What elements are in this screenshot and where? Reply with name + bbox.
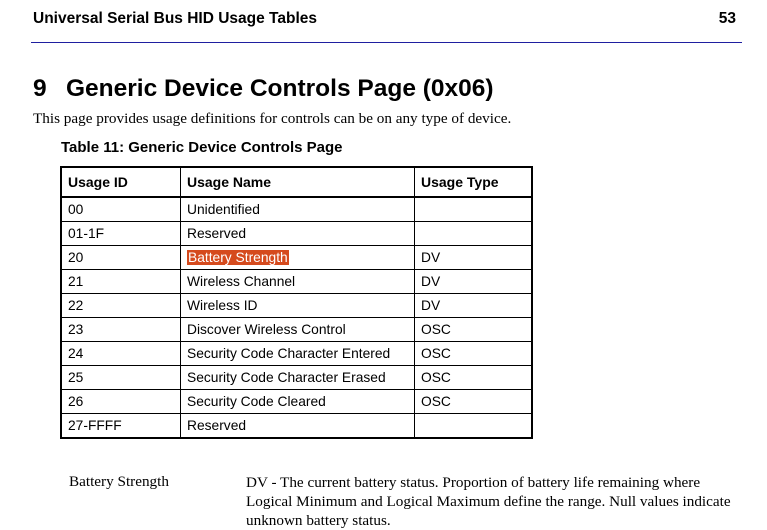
section-number: 9 (33, 75, 47, 102)
usage-name-cell (181, 246, 415, 270)
usage-type-cell (415, 414, 533, 439)
table-row (61, 294, 532, 318)
usage-name-cell: Wireless ID (181, 294, 415, 318)
table-row (61, 414, 532, 439)
document-title: Universal Serial Bus HID Usage Tables (33, 10, 317, 27)
description-text: DV - The current battery status. Proportion of battery life remaining where Logical Minimum and Logical Maximum define the range. Null values indicate unknown battery status. (246, 474, 731, 529)
section-heading (33, 75, 494, 103)
header-divider (31, 42, 742, 43)
table-row (61, 342, 532, 366)
usage-id-cell: 22 (61, 294, 181, 318)
usage-type-cell: OSC (415, 366, 533, 390)
usage-id-cell: 27-FFFF (61, 414, 181, 439)
usage-name-cell: Wireless Channel (181, 270, 415, 294)
usage-id-cell: 21 (61, 270, 181, 294)
table-row (61, 270, 532, 294)
usage-type-cell (415, 197, 533, 222)
usage-name-cell: Security Code Character Erased (181, 366, 415, 390)
column-header-usage-name: Usage Name (181, 167, 415, 197)
usage-type-cell (415, 222, 533, 246)
table-caption: Table 11: Generic Device Controls Page (61, 139, 343, 156)
usage-name-cell: Reserved (181, 414, 415, 439)
section-title: Generic Device Controls Page (0x06) (66, 75, 494, 102)
usage-id-cell: 20 (61, 246, 181, 270)
page-number: 53 (718, 10, 736, 27)
usage-type-cell: OSC (415, 318, 533, 342)
usage-id-cell: 23 (61, 318, 181, 342)
usage-name-cell: Reserved (181, 222, 415, 246)
table-row (61, 318, 532, 342)
description-term: Battery Strength (69, 473, 169, 490)
highlighted-usage-name[interactable]: Battery Strength (188, 250, 288, 265)
usage-name-cell: Security Code Character Entered (181, 342, 415, 366)
usage-id-cell: 26 (61, 390, 181, 414)
usage-table (60, 166, 533, 439)
usage-type-cell: DV (415, 270, 533, 294)
usage-type-cell: DV (415, 246, 533, 270)
usage-name-cell: Security Code Cleared (181, 390, 415, 414)
table-row (61, 246, 532, 270)
column-header-usage-id: Usage ID (61, 167, 181, 197)
usage-id-cell: 25 (61, 366, 181, 390)
usage-type-cell: OSC (415, 342, 533, 366)
table-row (61, 222, 532, 246)
table-row (61, 366, 532, 390)
table-row (61, 390, 532, 414)
usage-id-cell: 01-1F (61, 222, 181, 246)
usage-id-cell: 00 (61, 197, 181, 222)
usage-id-cell: 24 (61, 342, 181, 366)
running-header (31, 10, 742, 32)
column-header-usage-type: Usage Type (415, 167, 533, 197)
usage-type-cell: DV (415, 294, 533, 318)
usage-type-cell: OSC (415, 390, 533, 414)
usage-name-cell: Discover Wireless Control (181, 318, 415, 342)
section-intro: This page provides usage definitions for controls can be on any type of device. (33, 110, 512, 127)
table-row (61, 197, 532, 222)
table-header-row (61, 167, 532, 197)
usage-name-cell: Unidentified (181, 197, 415, 222)
